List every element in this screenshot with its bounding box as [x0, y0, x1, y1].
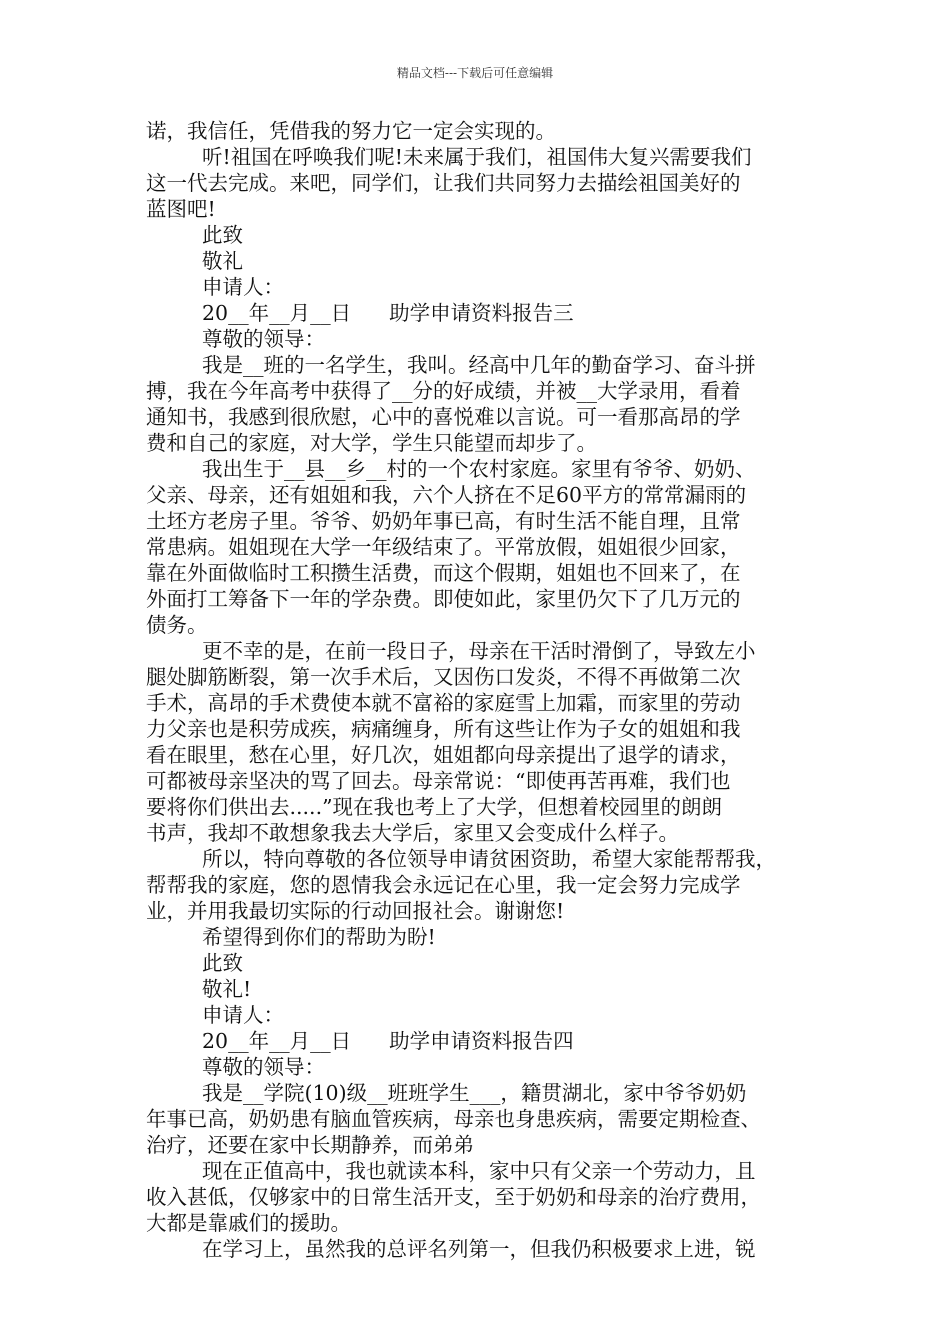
- line-text: 所以，特向尊敬的各位领导申请贫困资助，希望大家能帮帮我，: [202, 847, 776, 871]
- line-text: 通知书，我感到很欣慰，心中的喜悦难以言说。可一看那高昂的学: [146, 405, 741, 429]
- text-line: [146, 586, 806, 612]
- line-text: 20__年__月__日: [202, 301, 352, 325]
- line-text: 书声，我却不敢想象我去大学后，家里又会变成什么样子。: [146, 821, 679, 845]
- line-text: 常患病。姐姐现在大学一年级结束了。平常放假，姐姐很少回家，: [146, 535, 741, 559]
- document-body: [146, 118, 806, 1262]
- line-text: 诺，我信任，凭借我的努力它一定会实现的。: [146, 119, 556, 143]
- line-text: 在学习上，虽然我的总评名列第一，但我仍积极要求上进，锐: [202, 1237, 756, 1261]
- line-text: 希望得到你们的帮助为盼!: [202, 925, 436, 949]
- line-text: 大都是靠戚们的援助。: [146, 1211, 351, 1235]
- text-line: [146, 1210, 806, 1236]
- text-line: [146, 1132, 806, 1158]
- line-text: 帮帮我的家庭，您的恩情我会永远记在心里，我一定会努力完成学: [146, 873, 741, 897]
- text-line: [146, 326, 806, 352]
- text-line: [146, 534, 806, 560]
- text-line: [146, 924, 806, 950]
- text-line: [146, 794, 806, 820]
- text-line: [146, 482, 806, 508]
- line-text: 靠在外面做临时工积攒生活费，而这个假期，姐姐也不回来了，在: [146, 561, 741, 585]
- text-line: [146, 1184, 806, 1210]
- text-line: [146, 300, 806, 326]
- text-line: [146, 898, 806, 924]
- line-text: 治疗，还要在家中长期静养，而弟弟: [146, 1133, 474, 1157]
- section-heading: 助学申请资料报告三: [389, 301, 574, 325]
- text-line: [146, 1236, 806, 1262]
- text-line: [146, 118, 806, 144]
- line-text: 申请人：: [202, 275, 284, 299]
- line-text: 现在正值高中，我也就读本科，家中只有父亲一个劳动力，且: [202, 1159, 756, 1183]
- line-text: 债务。: [146, 613, 208, 637]
- line-text: 力父亲也是积劳成疾，病痛缠身，所有这些让作为子女的姐姐和我: [146, 717, 741, 741]
- text-line: [146, 508, 806, 534]
- text-line: [146, 690, 806, 716]
- section-heading: 助学申请资料报告四: [389, 1029, 574, 1053]
- text-line: [146, 1002, 806, 1028]
- line-text: 土坯方老房子里。爷爷、奶奶年事已高，有时生活不能自理，且常: [146, 509, 741, 533]
- line-text: 这一代去完成。来吧，同学们，让我们共同努力去描绘祖国美好的: [146, 171, 741, 195]
- line-text: 敬礼: [202, 249, 243, 273]
- line-text: 搏，我在今年高考中获得了__分的好成绩，并被__大学录用，看着: [146, 379, 741, 403]
- text-line: [146, 976, 806, 1002]
- text-line: [146, 196, 806, 222]
- text-line: [146, 768, 806, 794]
- text-line: [146, 352, 806, 378]
- line-text: 我是__班的一名学生，我叫。经高中几年的勤奋学习、奋斗拼: [202, 353, 756, 377]
- text-line: [146, 430, 806, 456]
- text-line: [146, 170, 806, 196]
- text-line: [146, 950, 806, 976]
- line-text: 此致: [202, 223, 243, 247]
- page-header: 精品文档---下载后可任意编辑: [396, 66, 554, 80]
- text-line: [146, 1054, 806, 1080]
- text-line: [146, 1028, 806, 1054]
- line-text: 看在眼里，愁在心里，好几次，姐姐都向母亲提出了退学的请求，: [146, 743, 741, 767]
- line-text: 收入甚低，仅够家中的日常生活开支，至于奶奶和母亲的治疗费用，: [146, 1185, 761, 1209]
- text-line: [146, 456, 806, 482]
- line-text: 20__年__月__日: [202, 1029, 352, 1053]
- line-text: 此致: [202, 951, 243, 975]
- text-line: [146, 716, 806, 742]
- line-text: 可都被母亲坚决的骂了回去。母亲常说：“即使再苦再难，我们也: [146, 769, 731, 793]
- text-line: [146, 872, 806, 898]
- line-text: 外面打工筹备下一年的学杂费。即使如此，家里仍欠下了几万元的: [146, 587, 741, 611]
- line-text: 要将你们供出去.....”现在我也考上了大学，但想着校园里的朗朗: [146, 795, 723, 819]
- line-text: 父亲、母亲，还有姐姐和我，六个人挤在不足60平方的常常漏雨的: [146, 483, 747, 507]
- line-text: 听!祖国在呼唤我们呢!未来属于我们，祖国伟大复兴需要我们: [202, 145, 752, 169]
- text-line: [146, 1158, 806, 1184]
- text-line: [146, 1080, 806, 1106]
- text-line: [146, 274, 806, 300]
- line-text: 腿处脚筋断裂，第一次手术后，又因伤口发炎，不得不再做第二次: [146, 665, 741, 689]
- text-line: [146, 222, 806, 248]
- line-text: 蓝图吧!: [146, 197, 216, 221]
- text-line: [146, 1106, 806, 1132]
- text-line: [146, 612, 806, 638]
- line-text: 敬礼!: [202, 977, 252, 1001]
- line-text: 尊敬的领导：: [202, 1055, 325, 1079]
- text-line: [146, 378, 806, 404]
- line-text: 手术，高昂的手术费使本就不富裕的家庭雪上加霜，而家里的劳动: [146, 691, 741, 715]
- text-line: [146, 820, 806, 846]
- text-line: [146, 638, 806, 664]
- text-line: [146, 404, 806, 430]
- text-line: [146, 742, 806, 768]
- text-line: [146, 248, 806, 274]
- text-line: [146, 846, 806, 872]
- line-text: 业，并用我最切实际的行动回报社会。谢谢您!: [146, 899, 565, 923]
- text-line: [146, 664, 806, 690]
- text-line: [146, 560, 806, 586]
- line-text: 尊敬的领导：: [202, 327, 325, 351]
- line-text: 申请人：: [202, 1003, 284, 1027]
- line-text: 更不幸的是，在前一段日子，母亲在干活时滑倒了，导致左小: [202, 639, 756, 663]
- line-text: 我出生于__县__乡__村的一个农村家庭。家里有爷爷、奶奶、: [202, 457, 756, 481]
- text-line: [146, 144, 806, 170]
- line-text: 费和自己的家庭，对大学，学生只能望而却步了。: [146, 431, 597, 455]
- line-text: 年事已高，奶奶患有脑血管疾病，母亲也身患疾病，需要定期检查、: [146, 1107, 761, 1131]
- line-text: 我是__学院(10)级__班班学生___，籍贯湖北，家中爷爷奶奶: [202, 1081, 747, 1105]
